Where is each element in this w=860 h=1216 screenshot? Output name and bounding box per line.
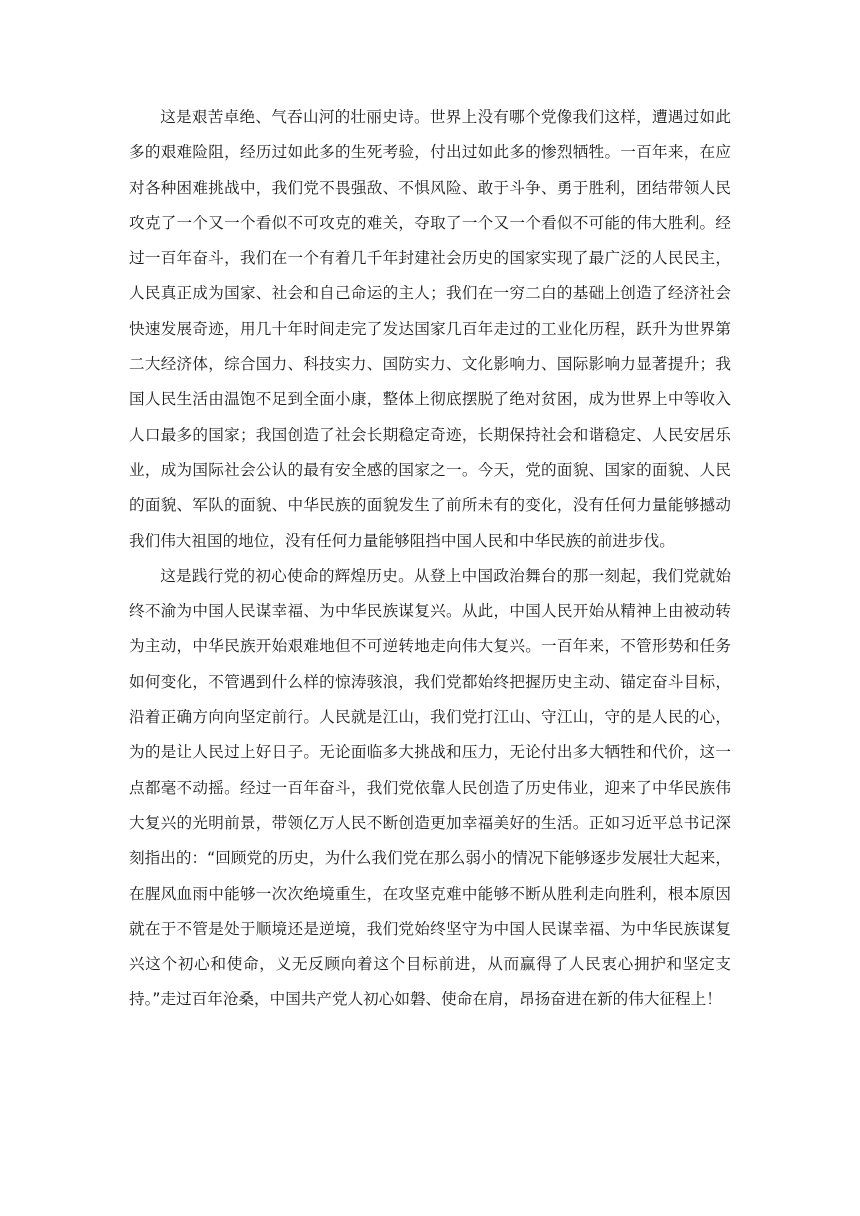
paragraph: 这是艰苦卓绝、气吞山河的壮丽史诗。世界上没有哪个党像我们这样，遭遇过如此多的艰难险阻，经历过如此多的生死考验，付出过如此多的惨烈牺牲。一百年来，在应对各种困难挑战中，我们党不畏强敌、不惧风险、敢于斗争、勇于胜利，团结带领人民攻克了一个又一个看似不可攻克的难关，夺取了一个又一个看似不可能的伟大胜利。经过一百年奋斗，我们在一个有着几千年封建社会历史的国家实现了最广泛的人民民主，人民真正成为国家、社会和自己命运的主人；我们在一穷二白的基础上创造了经济社会快速发展奇迹，用几十年时间走完了发达国家几百年走过的工业化历程，跃升为世界第二大经济体，综合国力、科技实力、国防实力、文化影响力、国际影响力显著提升；我国人民生活由温饱不足到全面小康，整体上彻底摆脱了绝对贫困，成为世界上中等收入人口最多的国家；我国创造了社会长期稳定奇迹，长期保持社会和谐稳定、人民安居乐业，成为国际社会公认的最有安全感的国家之一。今天，党的面貌、国家的面貌、人民的面貌、军队的面貌、中华民族的面貌发生了前所未有的变化，没有任何力量能够撼动我们伟大祖国的地位，没有任何力量能够阻挡中国人民和中华民族的前进步伐。 [129,108,731,550]
document-body [129,100,731,1018]
paragraph: 这是践行党的初心使命的辉煌历史。从登上中国政治舞台的那一刻起，我们党就始终不渝为中国人民谋幸福、为中华民族谋复兴。从此，中国人民开始从精神上由被动转为主动，中华民族开始艰难地但不可逆转地走向伟大复兴。一百年来，不管形势和任务如何变化，不管遇到什么样的惊涛骇浪，我们党都始终把握历史主动、锚定奋斗目标，沿着正确方向向坚定前行。人民就是江山，我们党打江山、守江山，守的是人民的心，为的是让人民过上好日子。无论面临多大挑战和压力，无论付出多大牺牲和代价，这一点都毫不动摇。经过一百年奋斗，我们党依靠人民创造了历史伟业，迎来了中华民族伟大复兴的光明前景，带领亿万人民不断创造更加幸福美好的生活。正如习近平总书记深刻指出的：“回顾党的历史，为什么我们党在那么弱小的情况下能够逐步发展壮大起来，在腥风血雨中能够一次次绝境重生，在攻坚克难中能够不断从胜利走向胜利，根本原因就在于不管是处于顺境还是逆境，我们党始终坚守为中国人民谋幸福、为中华民族谋复兴这个初心和使命，义无反顾向着这个目标前进，从而赢得了人民衷心拥护和坚定支持。”走过百年沧桑，中国共产党人初心如磐、使命在肩，昂扬奋进在新的伟大征程上！ [129,566,731,1009]
